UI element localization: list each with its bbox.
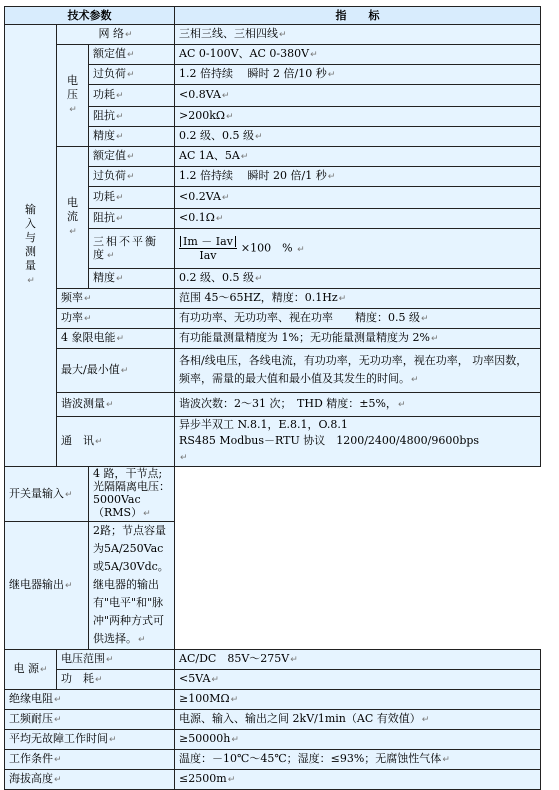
- label-v-acc: 精度↵: [89, 127, 175, 147]
- paragraph-mark: ↵: [442, 755, 450, 765]
- label-i-rated: 额定值↵: [89, 147, 175, 167]
- label-comm: 通 讯↵: [57, 417, 175, 467]
- label-freq: 频率↵: [57, 289, 175, 309]
- paragraph-mark: ↵: [226, 112, 234, 122]
- row-v-rated: [5, 45, 541, 65]
- header-index: 指 标: [175, 7, 541, 25]
- value-i-acc: 0.2 级、0.5 级↵: [175, 269, 541, 289]
- label-withstand: 工频耐压↵: [5, 710, 175, 730]
- value-maxmin: 各相/线电压，各线电流，有功功率，无功功率，视在功率， 功率因数，频率，需量的最大值和最小值及其发生的时间。↵: [175, 349, 541, 393]
- paragraph-mark: ↵: [95, 437, 103, 447]
- label-mtbf: 平均无故障工作时间↵: [5, 730, 175, 750]
- value-energy: 有功能量测量精度为 1%；无功能量测量精度为 2%↵: [175, 329, 541, 349]
- value-network: 三相三线、三相四线↵: [175, 25, 541, 45]
- paragraph-mark: ↵: [327, 172, 336, 182]
- paragraph-mark: ↵: [65, 581, 73, 591]
- row-insulation: [5, 690, 541, 710]
- paragraph-mark: ↵: [116, 112, 124, 122]
- row-freq: [5, 289, 541, 309]
- comm-line-1: 异步半双工 N.8.1，E.8.1，O.8.1: [179, 418, 348, 431]
- formula-denominator: Iav: [199, 249, 217, 262]
- paragraph-mark: ↵: [127, 172, 135, 182]
- paragraph-mark: ↵: [138, 635, 146, 645]
- row-i-rated: [5, 147, 541, 167]
- paragraph-mark: ↵: [255, 132, 263, 142]
- value-harmonic: 谐波次数：2～31 次； THD 精度：±5%，↵: [175, 393, 541, 417]
- formula-tail: ×100 %: [240, 241, 293, 255]
- paragraph-mark: ↵: [338, 294, 347, 304]
- row-ps-power: [5, 670, 541, 690]
- comm-line-2: RS485 Modbus－RTU 协议 1200/2400/4800/9600bps: [179, 434, 480, 447]
- paragraph-mark: ↵: [106, 655, 114, 665]
- label-switch-input: 开关量输入↵: [5, 467, 89, 522]
- paragraph-mark: ↵: [54, 695, 62, 705]
- label-work-cond: 工作条件↵: [5, 750, 175, 770]
- paragraph-mark: ↵: [116, 274, 124, 284]
- paragraph-mark: ↵: [106, 400, 114, 410]
- value-power: 有功功率、无功功率、视在功率 精度：0.5 级↵: [175, 309, 541, 329]
- subgroup-current: 电 流 ↵: [57, 147, 89, 289]
- paragraph-mark: ↵: [116, 132, 124, 142]
- paragraph-mark: ↵: [211, 675, 219, 685]
- paragraph-mark: ↵: [116, 91, 124, 101]
- value-freq: 范围 45～65HZ，精度：0.1Hz↵: [175, 289, 541, 309]
- paragraph-mark: ↵: [120, 366, 129, 376]
- value-switch-input: 4 路，干节点;光隔隔离电压：5000Vac（RMS）↵: [89, 467, 175, 522]
- paragraph-mark: ↵: [84, 294, 92, 304]
- paragraph-mark: ↵: [421, 314, 429, 324]
- paragraph-mark: ↵: [54, 775, 62, 785]
- label-v-imp: 阻抗↵: [89, 107, 175, 127]
- paragraph-mark: ↵: [397, 400, 406, 410]
- label-v-rated: 额定值↵: [89, 45, 175, 65]
- paragraph-mark: ↵: [39, 665, 48, 675]
- value-i-overload: 1.2 倍持续 瞬时 20 倍/1 秒↵: [175, 167, 541, 187]
- paragraph-mark: ↵: [95, 675, 103, 685]
- paragraph-mark: ↵: [411, 375, 419, 385]
- paragraph-mark: ↵: [221, 193, 230, 203]
- label-power: 功率↵: [57, 309, 175, 329]
- paragraph-mark: ↵: [230, 695, 239, 705]
- value-i-imp: <0.1Ω↵: [175, 209, 541, 229]
- label-v-overload: 过负荷↵: [89, 65, 175, 85]
- label-insulation: 绝缘电阻↵: [5, 690, 175, 710]
- paragraph-mark: ↵: [255, 274, 263, 284]
- value-v-rated: AC 0-100V、AC 0-380V↵: [175, 45, 541, 65]
- value-altitude: ≤2500m↵: [175, 770, 541, 790]
- paragraph-mark: ↵: [180, 453, 188, 463]
- value-v-acc: 0.2 级、0.5 级↵: [175, 127, 541, 147]
- row-maxmin: [5, 349, 541, 393]
- paragraph-mark: ↵: [297, 244, 305, 255]
- value-ps-power: <5VA↵: [175, 670, 541, 690]
- value-v-overload: 1.2 倍持续 瞬时 2 倍/10 秒↵: [175, 65, 541, 85]
- label-i-power: 功耗↵: [89, 187, 175, 209]
- row-mtbf: [5, 730, 541, 750]
- paragraph-mark: ↵: [69, 227, 77, 237]
- value-relay: 2路；节点容量为5A/250Vac或5A/30Vdc。继电器的输出有"电平"和"脉冲"两种方式可供选择。↵: [89, 522, 175, 650]
- paragraph-mark: ↵: [54, 715, 62, 725]
- paragraph-mark: ↵: [116, 214, 124, 224]
- label-v-power: 功耗↵: [89, 85, 175, 107]
- row-ps-range: [5, 650, 541, 670]
- row-relay: [5, 522, 541, 650]
- label-ps-range: 电压范围↵: [57, 650, 175, 670]
- row-harmonic: [5, 393, 541, 417]
- paragraph-mark: ↵: [116, 193, 124, 203]
- paragraph-mark: ↵: [124, 30, 133, 40]
- paragraph-mark: ↵: [127, 152, 135, 162]
- paragraph-mark: ↵: [116, 334, 125, 344]
- paragraph-mark: ↵: [107, 250, 117, 261]
- value-i-rated: AC 1A、5A↵: [175, 147, 541, 167]
- paragraph-mark: ↵: [231, 735, 239, 745]
- label-maxmin: 最大/最小值↵: [57, 349, 175, 393]
- label-i-overload: 过负荷↵: [89, 167, 175, 187]
- value-work-cond: 温度：－10℃～45℃；湿度：≤93%；无腐蚀性气体↵: [175, 750, 541, 770]
- label-i-imp: 阻抗↵: [89, 209, 175, 229]
- row-comm: [5, 417, 541, 467]
- paragraph-mark: ↵: [227, 775, 236, 785]
- paragraph-mark: ↵: [84, 314, 92, 324]
- value-i-power: <0.2VA↵: [175, 187, 541, 209]
- row-power: [5, 309, 541, 329]
- label-harmonic: 谐波测量↵: [57, 393, 175, 417]
- row-energy: [5, 329, 541, 349]
- label-relay: 继电器输出↵: [5, 522, 89, 650]
- spec-table: [4, 6, 541, 790]
- paragraph-mark: ↵: [65, 489, 73, 500]
- paragraph-mark: ↵: [109, 735, 117, 745]
- row-switch-input: [5, 467, 541, 522]
- row-network: [5, 25, 541, 45]
- group-power-supply: 电 源↵: [5, 650, 57, 690]
- unbalance-formula: [179, 235, 237, 262]
- value-v-imp: >200kΩ↵: [175, 107, 541, 127]
- paragraph-mark: ↵: [430, 334, 439, 344]
- value-insulation: ≥100MΩ↵: [175, 690, 541, 710]
- label-i-unbalance: 三相不平衡度↵: [89, 229, 175, 269]
- value-mtbf: ≥50000h↵: [175, 730, 541, 750]
- header-row: [5, 7, 541, 25]
- paragraph-mark: ↵: [279, 30, 287, 40]
- formula-numerator: Im － Iav: [179, 235, 237, 249]
- label-i-acc: 精度↵: [89, 269, 175, 289]
- paragraph-mark: ↵: [127, 70, 135, 80]
- paragraph-mark: ↵: [143, 509, 151, 519]
- paragraph-mark: ↵: [27, 276, 35, 286]
- value-v-power: <0.8VA↵: [175, 85, 541, 107]
- paragraph-mark: ↵: [240, 152, 249, 162]
- label-ps-power: 功 耗↵: [57, 670, 175, 690]
- subgroup-voltage: 电 压 ↵: [57, 45, 89, 147]
- row-withstand: [5, 710, 541, 730]
- paragraph-mark: ↵: [54, 755, 62, 765]
- value-withstand: 电源、输入、输出之间 2kV/1min（AC 有效值）↵: [175, 710, 541, 730]
- paragraph-mark: ↵: [221, 91, 230, 101]
- paragraph-mark: ↵: [327, 70, 336, 80]
- paragraph-mark: ↵: [290, 655, 298, 665]
- paragraph-mark: ↵: [421, 715, 430, 725]
- row-altitude: [5, 770, 541, 790]
- label-network: 网 络↵: [57, 25, 175, 45]
- label-energy: 4 象限电能↵: [57, 329, 175, 349]
- row-work-cond: [5, 750, 541, 770]
- paragraph-mark: ↵: [69, 105, 77, 115]
- paragraph-mark: ↵: [127, 50, 135, 60]
- value-i-unbalance: [175, 229, 541, 269]
- paragraph-mark: ↵: [310, 50, 318, 60]
- value-ps-range: AC/DC 85V～275V↵: [175, 650, 541, 670]
- group-input-measure: 输 入 与 测 量 ↵: [5, 25, 57, 467]
- paragraph-mark: ↵: [215, 214, 224, 224]
- value-comm: [175, 417, 541, 467]
- header-param: 技术参数: [5, 7, 175, 25]
- label-altitude: 海拔高度↵: [5, 770, 175, 790]
